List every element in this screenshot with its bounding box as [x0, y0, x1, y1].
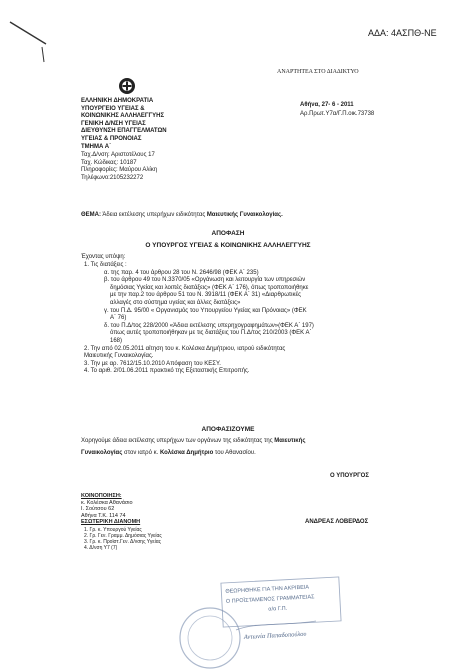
considering-label: Έχοντας υπόψη:: [81, 254, 126, 260]
item-3: 3. Την με αρ. 7612/15.10.2010 Απόφαση του ΚΕΣΥ.: [84, 360, 221, 367]
sender-line: ΥΓΕΙΑΣ & ΠΡΟΝΟΙΑΣ: [81, 135, 142, 142]
posted-notice: ΑΝΑΡΤΗΤΕΑ ΣΤΟ ΔΙΑΔΙΚΤΥΟ: [277, 69, 359, 75]
margin-marks: [0, 0, 60, 80]
ada-code: ΑΔΑ: 4ΑΣΠΘ-ΝΕ: [368, 28, 437, 38]
sender-line: ΓΕΝΙΚΗ Δ/ΝΣΗ ΥΓΕΙΑΣ: [81, 120, 146, 127]
minister-title: Ο ΥΠΟΥΡΓΟΣ ΥΓΕΙΑΣ & ΚΟΙΝΩΝΙΚΗΣ ΑΛΛΗΛΕΓΓΥΗΣ: [145, 242, 311, 249]
item-d-line: όπως αυτές τροποποιήθηκαν με τις διατάξεις του Π.Δ/τος 210/2003 (ΦΕΚ Α΄: [110, 330, 312, 337]
item-1-label: 1. Τις διατάξεις :: [84, 262, 127, 268]
contact-block: [81, 152, 157, 182]
decision-title: ΑΠΟΦΑΣΗ: [211, 230, 245, 237]
decision-line-1: [81, 438, 305, 446]
item-b-line: με την παρ.2 του άρθρου 51 του Ν. 3918/11 (ΦΕΚ Α΄ 31) «Διαρθρωτικές: [110, 292, 302, 299]
internal-line: 1. Γρ. κ. Υπουργού Υγείας: [84, 527, 142, 533]
item-b-line: δημόσιας Υγείας και λοιπές διατάξεις» (ΦΕΚ Α΄ 176), όπως τροποποιήθηκε: [110, 284, 309, 291]
item-b-line: β. του άρθρου 49 του Ν.3370/05 «Οργάνωση και λειτουργία των υπηρεσιών: [104, 277, 306, 284]
internal-line: 3. Γρ. κ. Προϊστ.Γεν. Δ/νσης Υγείας: [84, 539, 162, 545]
decision-text-3: του Αθανασίου.: [213, 449, 256, 456]
decision-text: Χορηγούμε άδεια εκτέλεσης υπερήχων των οργάνων της ειδικότητας της: [81, 438, 275, 444]
date-line: Αθήνα, 27- 6 - 2011: [300, 102, 354, 108]
subject-line: [81, 212, 283, 220]
signature-role: Ο ΥΠΟΥΡΓΟΣ: [330, 473, 369, 479]
decision-specialty-2: Γυναικολογίας: [81, 449, 123, 456]
sender-block: [81, 98, 167, 151]
decide-title: ΑΠΟΦΑΣΙΖΟΥΜΕ: [201, 426, 255, 433]
stamp-line-2: Ο ΠΡΟΪΣΤΑΜΕΝΟΣ ΓΡΑΜΜΑΤΕΙΑΣ: [225, 594, 315, 605]
contact-line: Τηλέφωνο:2105232272: [81, 174, 144, 181]
protocol-number: Αρ.Πρωτ.Υ7α/Γ.Π.οικ.73738: [300, 111, 375, 117]
cc-line: Ι. Σούτσου 62: [81, 506, 115, 513]
doctor-name: Κολέσκα Δημήτριο: [159, 449, 214, 456]
cc-line: κ. Κολέσκα Αθανάσιο: [81, 499, 133, 506]
stamp-line-3: α/α Γ.Π.: [268, 605, 288, 613]
sender-line: ΕΛΛΗΝΙΚΗ ΔΗΜΟΚΡΑΤΙΑ: [81, 98, 154, 104]
decision-line-2: [81, 450, 305, 458]
sender-line: ΥΠΟΥΡΓΕΙΟ ΥΓΕΙΑΣ &: [81, 105, 145, 112]
contact-line: Ταχ.Δ/νση: Αριστοτέλους 17: [81, 152, 155, 158]
stamp-signature: Αντωνία Παπαδοπούλου: [243, 630, 307, 641]
cc-line: Αθήνα Τ.Κ. 114 74: [81, 512, 126, 519]
contact-line: Ταχ. Κώδικας: 10187: [81, 159, 137, 166]
item-a: α. της παρ. 4 του άρθρου 28 του Ν. 2646/98 (ΦΕΚ Α΄ 235): [104, 269, 259, 276]
item-c-line: Α΄ 76): [110, 315, 127, 322]
item-4: 4. Το αριθ. 2/01.06.2011 πρακτικό της Εξεταστικής Επιτροπής.: [84, 368, 250, 375]
official-stamp: [176, 576, 346, 671]
internal-distribution-list: [84, 527, 162, 551]
decision-body: [81, 438, 305, 457]
internal-distribution-title: ΕΣΩΤΕΡΙΚΗ ΔΙΑΝΟΜΗ: [81, 519, 141, 526]
recitals-block: [84, 262, 314, 376]
greek-emblem-icon: [118, 77, 136, 95]
internal-line: 4. Δ/νση Υ7 (7): [84, 545, 118, 551]
sender-line: ΔΙΕΥΘΥΝΣΗ ΕΠΑΓΓΕΛΜΑΤΩΝ: [81, 128, 167, 135]
internal-line: 2. Γρ. Γεν. Γραμμ. Δημόσιας Υγείας: [84, 533, 162, 539]
subject-text: Άδεια εκτέλεσης υπερήχων ειδικότητας: [102, 212, 207, 218]
subject-bold: Μαιευτικής Γυναικολογίας.: [206, 212, 283, 218]
item-c-line: γ. του Π.Δ. 95/00 « Οργανισμός του Υπουργείου Υγείας και Πρόνοιας» (ΦΕΚ: [104, 307, 307, 314]
sender-line: ΚΟΙΝΩΝΙΚΗΣ ΑΛΛΗΛΕΓΓΥΗΣ: [81, 113, 165, 120]
item-2-line: Μαιευτικής Γυναικολογίας.: [84, 353, 154, 360]
item-d-line: 168): [110, 337, 123, 344]
contact-line: Πληροφορίες: Μαύρου Αλίκη: [81, 167, 158, 174]
decision-specialty: Μαιευτικής: [274, 438, 306, 444]
decision-text-2: στον ιατρό κ.: [122, 449, 160, 456]
cc-title: ΚΟΙΝΟΠΟΙΗΣΗ:: [81, 493, 122, 499]
cc-block: [81, 493, 140, 526]
sender-line: ΤΜΗΜΑ Α΄: [81, 143, 112, 150]
item-d-line: δ. του Π.Δ/τος 228/2000 «Άδεια εκτέλεσης υπερηχογραφημάτων»(ΦΕΚ Α΄ 197): [104, 322, 314, 329]
item-2-line: 2. Την από 02.05.2011 αίτηση του κ. Κολέσκα Δημήτριου, ιατρού ειδικότητας: [84, 345, 286, 352]
subject-label: ΘΕΜΑ:: [81, 212, 101, 218]
signature-name: ΑΝΔΡΕΑΣ ΛΟΒΕΡΔΟΣ: [305, 519, 369, 525]
item-b-line: αλλαγές στο σύστημα υγείας και άλλες διατάξεις»: [110, 299, 241, 306]
stamp-line-1: ΘΕΩΡΗΘΗΚΕ ΓΙΑ ΤΗΝ ΑΚΡΙΒΕΙΑ: [225, 584, 310, 595]
